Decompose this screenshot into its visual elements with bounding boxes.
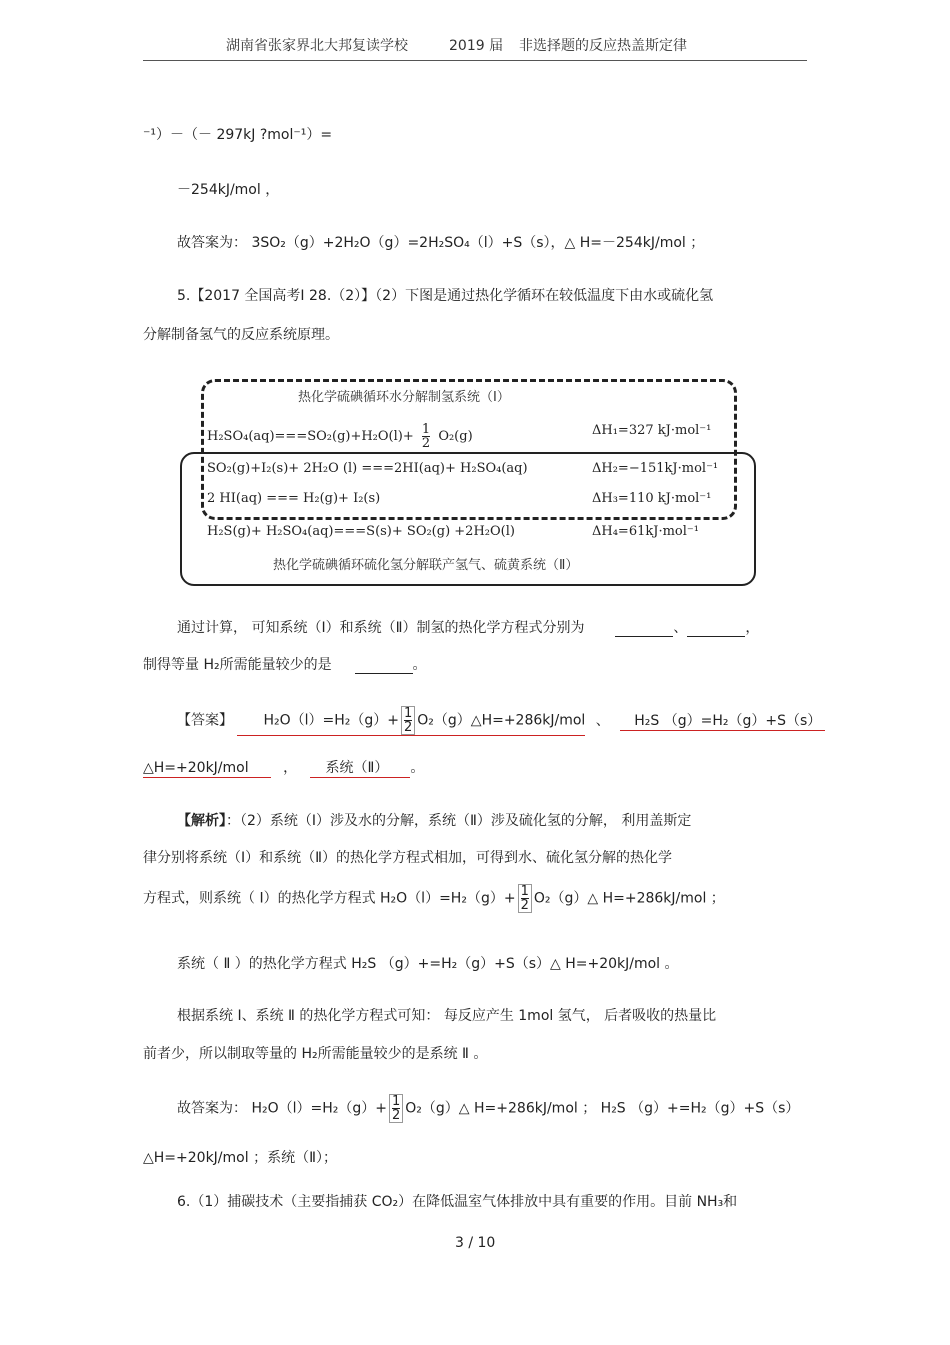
prompt-text: 制得等量 H₂所需能量较少的是 [143, 657, 332, 673]
analysis-line-3 [143, 884, 725, 913]
analysis-line-1 [177, 812, 691, 830]
answer-blank-3 [355, 659, 413, 674]
final-answer-text: 故答案为： H₂O（l）=H₂（g）+ [177, 1100, 387, 1117]
reaction-1-dh: ΔH₁=327 kJ·mol⁻¹ [592, 423, 712, 438]
fraction: $\frac{1}{2}$ [421, 422, 431, 451]
answer-system: 系统（Ⅱ） [310, 759, 411, 778]
reaction-figure [177, 371, 757, 588]
text-line: －254kJ/mol ， [177, 182, 280, 198]
question-5-title: 5.【2017 全国高考Ⅰ 28.（2）】（2）下图是通过热化学循环在较低温度下由水或硫化氢 [177, 288, 714, 304]
analysis-text: 方程式，则系统（ Ⅰ）的热化学方程式 H₂O（l）=H₂（g）+ [143, 890, 516, 907]
period: 。 [412, 657, 427, 673]
answer-label: 【答案】 [177, 712, 233, 729]
analysis-line-4: 系统（ Ⅱ ）的热化学方程式 H₂S （g）+=H₂（g）+S（s）△ H=+20kJ/mol 。 [177, 956, 679, 972]
answer-line-1 [177, 706, 825, 736]
answer-eq-2-dh: △H=+20kJ/mol [143, 759, 271, 778]
question-6-title: 6.（1）捕碳技术（主要指捕获 CO₂）在降低温室气体排放中具有重要的作用。目前 NH₃和 [177, 1194, 738, 1210]
reaction-2: SO₂(g)+I₂(s)+ 2H₂O (l) ===2HI(aq)+ H₂SO₄(aq) [207, 461, 528, 476]
answer-eq-2: H₂S （g）=H₂（g）+S（s） [620, 712, 825, 731]
figure-title-top: 热化学硫碘循环水分解制氢系统（Ⅰ） [298, 390, 510, 405]
fraction: $\frac{1}{2}$ [518, 884, 532, 913]
answer-eq-1-post: O₂（g）△H=+286kJ/mol [417, 712, 586, 729]
reaction-4: H₂S(g)+ H₂SO₄(aq)===S(s)+ SO₂(g) +2H₂O(l) [207, 524, 515, 539]
answer-line-2 [143, 759, 424, 778]
final-answer-line-2: △H=+20kJ/mol ；系统（Ⅱ）； [143, 1150, 337, 1166]
prompt-text: 通过计算， 可知系统（Ⅰ）和系统（Ⅱ）制氢的热化学方程式分别为 [177, 620, 585, 636]
answer-blank-2 [687, 622, 745, 637]
period: 。 [410, 760, 425, 776]
text-line: ⁻¹）－（－ 297kJ ?mol⁻¹）= [143, 127, 333, 143]
separator: 、 [595, 712, 610, 729]
analysis-line-5: 根据系统 Ⅰ、系统 Ⅱ 的热化学方程式可知： 每反应产生 1mol 氢气， 后者吸收的热量比 [177, 1008, 717, 1024]
answer-eq-1-pre: H₂O（l）=H₂（g）+ [263, 712, 399, 729]
question-prompt [177, 619, 759, 637]
analysis-label: 【解析】 [177, 813, 226, 829]
analysis-line-2: 律分别将系统（Ⅰ）和系统（Ⅱ）的热化学方程式相加，可得到水、硫化氢分解的热化学 [143, 850, 673, 866]
analysis-text: ：（2）系统（Ⅰ）涉及水的分解，系统（Ⅱ）涉及硫化氢的分解， 利用盖斯定 [226, 813, 692, 829]
separator: 、 [673, 620, 688, 636]
answer-eq-1 [237, 706, 585, 736]
header-year: 2019 届 [449, 38, 504, 54]
reaction-1 [207, 423, 473, 450]
comma: ， [745, 620, 760, 636]
answer-blank-1 [615, 622, 673, 637]
analysis-text: O₂（g）△ H=+286kJ/mol ； [533, 890, 725, 907]
reaction-2-dh: ΔH₂=−151kJ·mol⁻¹ [592, 461, 719, 476]
figure-title-bottom: 热化学硫碘循环硫化氢分解联产氢气、硫黄系统（Ⅱ） [273, 558, 579, 573]
final-answer-text: O₂（g）△ H=+286kJ/mol ； H₂S （g）+=H₂（g）+S（s） [405, 1100, 800, 1117]
fraction: $\frac{1}{2}$ [401, 706, 415, 735]
page-number: 3 / 10 [455, 1235, 496, 1251]
reaction-3-dh: ΔH₃=110 kJ·mol⁻¹ [592, 491, 712, 506]
question-prompt-2 [143, 656, 427, 674]
fraction: $\frac{1}{2}$ [389, 1094, 403, 1123]
analysis-line-6: 前者少，所以制取等量的 H₂所需能量较少的是系统 Ⅱ 。 [143, 1046, 488, 1062]
header-school: 湖南省张家界北大邦复读学校 [226, 38, 408, 54]
final-answer-line-1 [177, 1094, 799, 1123]
reaction-4-dh: ΔH₄=61kJ·mol⁻¹ [592, 524, 699, 539]
text-line: 分解制备氢气的反应系统原理。 [143, 327, 339, 343]
header-rule [143, 60, 807, 61]
reaction-1-eq: H₂SO₄(aq)===SO₂(g)+H₂O(l)+ [207, 429, 414, 444]
reaction-3: 2 HI(aq) === H₂(g)+ I₂(s) [207, 491, 381, 506]
text-line: 故答案为： 3SO₂（g）+2H₂O（g）=2H₂SO₄（l）+S（s），△ H=－254kJ/mol ； [177, 235, 705, 251]
header-topic: 非选择题的反应热盖斯定律 [519, 38, 687, 54]
reaction-1-eq-end: O₂(g) [438, 429, 473, 444]
comma: ， [283, 760, 298, 776]
